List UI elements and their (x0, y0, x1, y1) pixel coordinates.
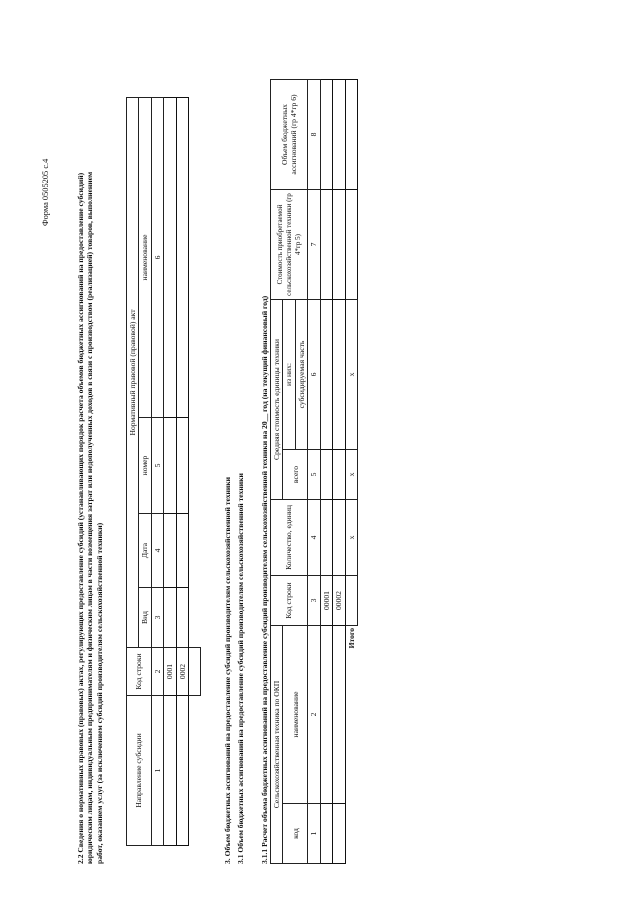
header-total: всего (283, 450, 308, 500)
header-legal-act: Нормативный правовой (правовой) акт (127, 97, 139, 647)
column-number: 1 (151, 696, 163, 846)
input-cell[interactable] (176, 418, 188, 514)
header-act-type: Вид (139, 588, 151, 648)
total-label: Итого (347, 628, 357, 649)
input-cell[interactable] (333, 626, 345, 804)
row-code: 0002 (176, 648, 188, 696)
input-cell[interactable] (333, 300, 345, 450)
input-cell[interactable] (176, 514, 188, 588)
row-code: 00001 (320, 576, 332, 626)
column-number: 4 (151, 514, 163, 588)
header-row-code: Код строки (127, 648, 152, 696)
header-act-number: номер (139, 418, 151, 514)
total-row (345, 80, 357, 864)
row-code: 0001 (164, 648, 176, 696)
input-cell[interactable] (176, 588, 188, 648)
input-cell[interactable] (164, 588, 176, 648)
header-direction: Направление субсидии (127, 696, 152, 846)
section-3-1-1-heading: 3.1.1 Расчет объема бюджетных ассигнований на предоставление субсидий производителям сельскохозяйственной техники на 20__ год (на текущий финансовый год) (260, 295, 269, 864)
input-cell[interactable] (176, 97, 188, 417)
column-number: 2 (308, 626, 320, 804)
header-subsidized-part: субсидируемая часть (295, 300, 307, 450)
column-number: 2 (151, 648, 163, 696)
input-cell[interactable] (320, 804, 332, 864)
input-cell[interactable] (320, 500, 332, 576)
input-cell[interactable] (320, 190, 332, 300)
column-number: 5 (151, 418, 163, 514)
input-cell[interactable] (333, 450, 345, 500)
table-row (333, 80, 345, 864)
table-row (320, 80, 332, 864)
header-of-which: из них: (283, 300, 295, 450)
table-row (176, 85, 188, 845)
column-number: 1 (308, 804, 320, 864)
header-cost: Стоимость приобретаемой сельскохозяйственной техники (гр 4*гр 5) (271, 190, 308, 300)
input-cell[interactable] (320, 450, 332, 500)
rotated-document-page (40, 38, 600, 868)
header-act-name: наименование (139, 97, 151, 417)
column-number: 8 (308, 80, 320, 190)
header-okp-name: наименование (283, 626, 308, 804)
column-number: 3 (308, 576, 320, 626)
not-applicable-mark: x (345, 300, 357, 450)
total-volume-cell[interactable] (345, 80, 357, 190)
table-row (164, 85, 176, 845)
input-cell[interactable] (333, 500, 345, 576)
not-applicable-mark: x (345, 450, 357, 500)
input-cell[interactable] (164, 97, 176, 417)
column-number: 6 (151, 97, 163, 417)
section-2-2-heading: 2.2 Сведения о нормативных правовых (правовых) актах, регулирующих предоставление субсидий (устанавливающих порядок расчета объемов бюджетных ассигнований на предоставление субсидий) юридическим лицам, индивидуальным предпринимателям и физическим лицам в части возмещения затрат или недополученных доходов в связи с производством (реализацией) товаров, выполнением работ, оказанием услуг (за исключением субсидий производителям сельскохозяйственной техники) (76, 171, 104, 864)
regulatory-acts-table (126, 85, 201, 846)
input-cell[interactable] (320, 626, 332, 804)
row-code: 00002 (333, 576, 345, 626)
input-cell[interactable] (320, 300, 332, 450)
input-cell[interactable] (164, 418, 176, 514)
header-act-date: Дата (139, 514, 151, 588)
machinery-subsidy-calculation-table (270, 79, 358, 864)
section-3-1-heading: 3.1 Объем бюджетных ассигнований на предоставление субсидий производителям сельскохозяйственной техники (236, 473, 245, 864)
total-cost-cell[interactable] (345, 190, 357, 300)
column-number: 6 (308, 300, 320, 450)
header-row-code: Код строки (271, 576, 308, 626)
input-cell[interactable] (333, 80, 345, 190)
input-cell[interactable] (176, 696, 188, 846)
header-machinery-okp: Сельскохозяйственная техника по ОКП (271, 626, 283, 864)
input-cell[interactable] (333, 190, 345, 300)
column-number: 4 (308, 500, 320, 576)
column-number: 7 (308, 190, 320, 300)
input-cell[interactable] (164, 514, 176, 588)
header-volume: Объем бюджетных ассигнований (гр 4*гр 6) (271, 80, 308, 190)
table-row (189, 85, 201, 845)
form-code: Форма 0505205 с.4 (41, 158, 50, 226)
input-cell[interactable] (333, 804, 345, 864)
header-okp-code: код (283, 804, 308, 864)
not-applicable-mark: x (345, 500, 357, 576)
column-number: 3 (151, 588, 163, 648)
input-cell[interactable] (164, 696, 176, 846)
section-3-heading: 3. Объем бюджетных ассигнований на предоставление субсидий производителям сельскохозяйственной техники (223, 476, 232, 864)
header-average-cost: Средняя стоимость единицы техники (271, 300, 283, 500)
input-cell[interactable] (320, 80, 332, 190)
column-number: 5 (308, 450, 320, 500)
header-quantity: Количество, единиц (271, 500, 308, 576)
